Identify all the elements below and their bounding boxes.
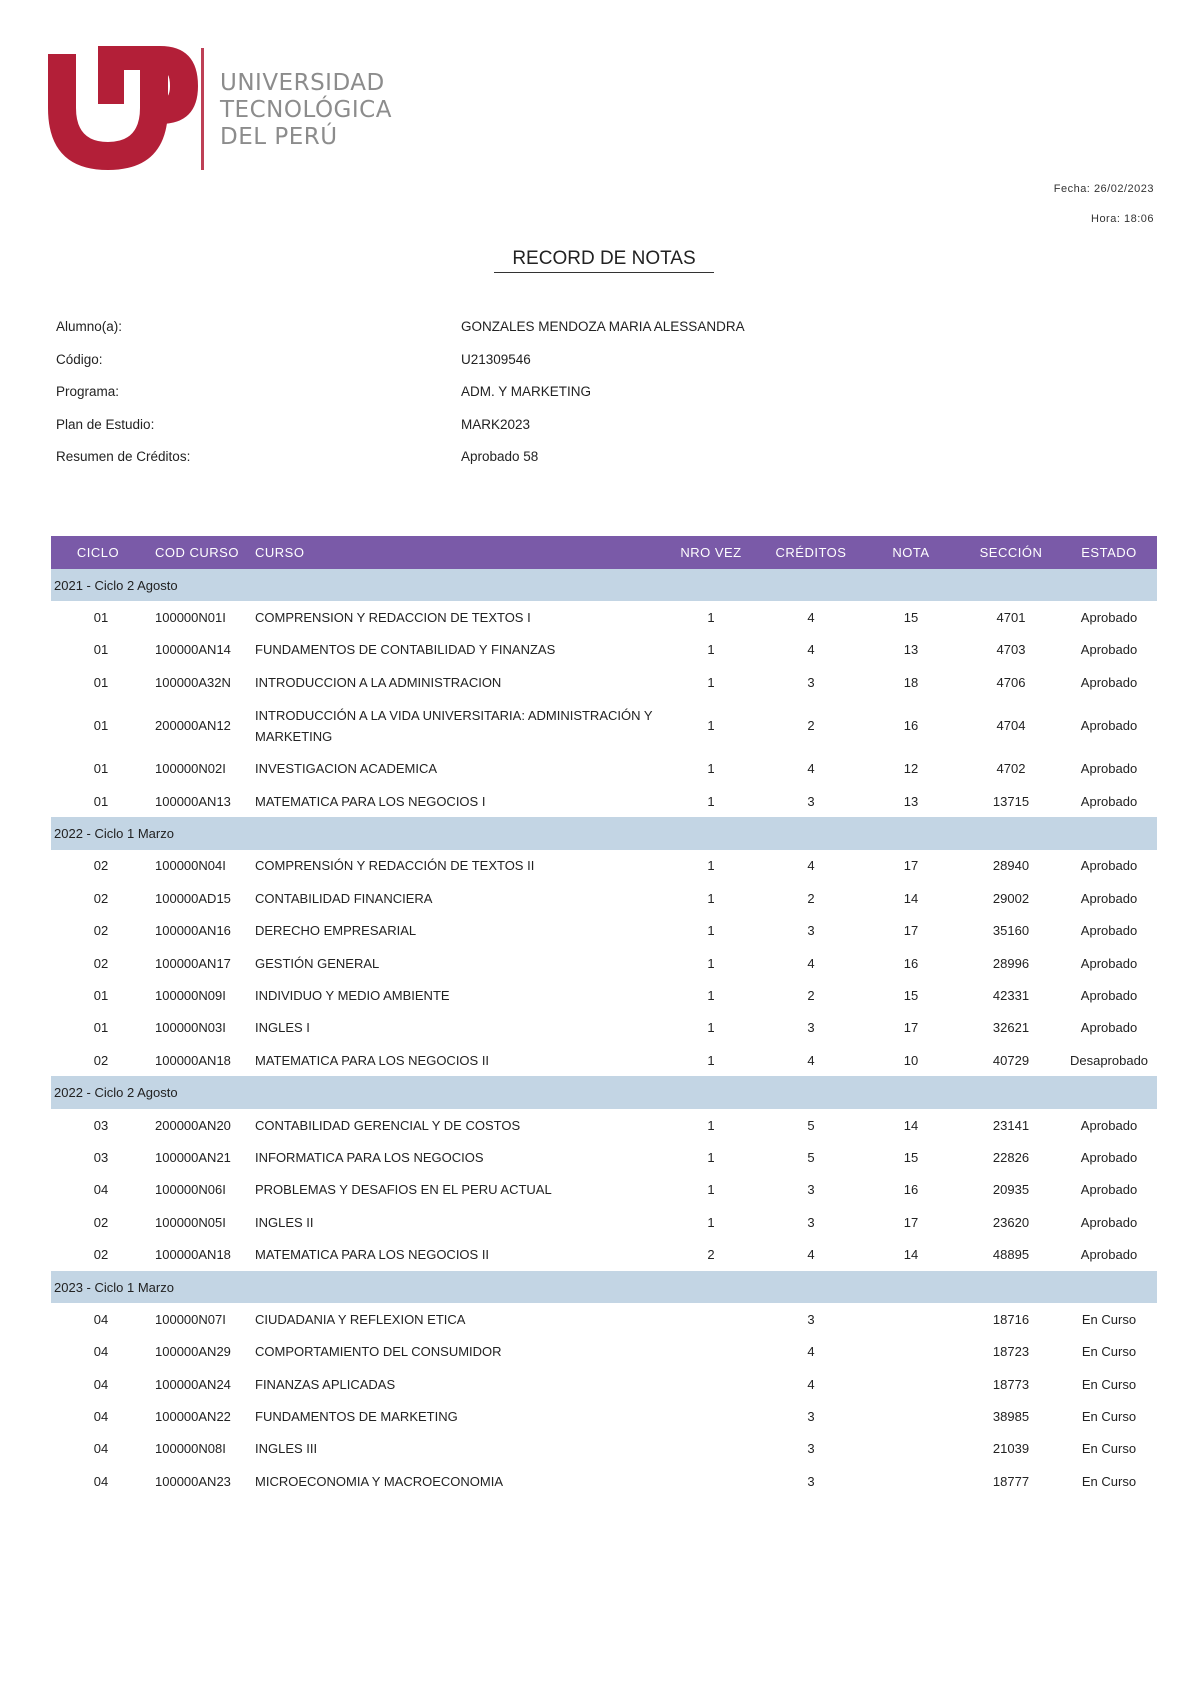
cell-estado: Aprobado <box>1080 610 1138 626</box>
info-label: Código: <box>56 351 103 367</box>
table-row <box>51 1465 1157 1497</box>
cell-seccion: 40729 <box>992 1052 1030 1068</box>
cell-vez <box>661 1465 761 1497</box>
info-value: U21309546 <box>461 351 531 367</box>
cell-seccion: 18773 <box>992 1376 1030 1392</box>
cell-ciclo: 02 <box>93 1214 109 1230</box>
cell-ciclo: 04 <box>93 1344 109 1360</box>
cell-ciclo: 02 <box>93 1052 109 1068</box>
cell-creditos: 3 <box>807 1214 815 1230</box>
info-label: Plan de Estudio: <box>56 416 155 432</box>
cell-vez: 1 <box>707 1214 715 1230</box>
cell-vez: 1 <box>707 610 715 626</box>
column-header: NOTA <box>861 536 961 569</box>
cell-cod: 100000A32N <box>155 674 231 690</box>
cell-vez: 1 <box>707 1117 715 1133</box>
cell-curso: INTRODUCCION A LA ADMINISTRACION <box>255 674 502 690</box>
group-row <box>51 817 1157 849</box>
table-body <box>51 569 1157 1498</box>
cell-seccion: 4702 <box>996 761 1026 777</box>
cell-nota: 18 <box>903 674 919 690</box>
cell-estado: Aprobado <box>1080 1020 1138 1036</box>
cell-cod: 200000AN12 <box>155 718 231 734</box>
table-row <box>51 666 1157 698</box>
cell-curso: INDIVIDUO Y MEDIO AMBIENTE <box>255 987 450 1003</box>
cell-cod: 100000AN13 <box>155 793 231 809</box>
cell-curso: INTRODUCCIÓN A LA VIDA UNIVERSITARIA: ADMINISTRACIÓN Y MARKETING <box>255 707 653 744</box>
logo-line-3: DEL PERÚ <box>220 124 338 150</box>
cell-curso: COMPRENSION Y REDACCION DE TEXTOS I <box>255 610 531 626</box>
cell-vez: 1 <box>707 923 715 939</box>
cell-cod: 100000N05I <box>155 1214 226 1230</box>
table-header-row <box>51 536 1157 569</box>
cell-ciclo: 03 <box>93 1117 109 1133</box>
cell-vez: 1 <box>707 718 715 734</box>
cell-ciclo: 04 <box>93 1409 109 1425</box>
cell-cod: 100000AN17 <box>155 955 231 971</box>
cell-curso: PROBLEMAS Y DESAFIOS EN EL PERU ACTUAL <box>255 1182 552 1198</box>
cell-estado: Aprobado <box>1080 858 1138 874</box>
cell-vez: 1 <box>707 674 715 690</box>
cell-nota: 13 <box>903 793 919 809</box>
cell-estado: En Curso <box>1081 1473 1137 1489</box>
table-row <box>51 1109 1157 1141</box>
table-row <box>51 601 1157 633</box>
table-row <box>51 785 1157 817</box>
cell-nota: 17 <box>903 858 919 874</box>
info-value: MARK2023 <box>461 416 531 432</box>
cell-ciclo: 04 <box>93 1311 109 1327</box>
cell-ciclo: 01 <box>93 674 109 690</box>
cell-seccion: 28996 <box>992 955 1030 971</box>
cell-creditos: 2 <box>807 718 815 734</box>
cell-cod: 100000N07I <box>155 1311 226 1327</box>
cell-curso: CIUDADANIA Y REFLEXION ETICA <box>255 1311 466 1327</box>
cell-cod: 100000N08I <box>155 1441 226 1457</box>
cell-estado: Aprobado <box>1080 1214 1138 1230</box>
group-label: 2022 - Ciclo 1 Marzo <box>51 817 1157 849</box>
cell-ciclo: 02 <box>93 955 109 971</box>
cell-creditos: 2 <box>807 890 815 906</box>
cell-creditos: 4 <box>807 642 815 658</box>
cell-vez: 1 <box>707 955 715 971</box>
cell-creditos: 3 <box>807 923 815 939</box>
cell-ciclo: 04 <box>93 1376 109 1392</box>
cell-vez <box>661 1433 761 1465</box>
cell-vez: 1 <box>707 1020 715 1036</box>
table-row <box>51 1336 1157 1368</box>
cell-creditos: 5 <box>807 1149 815 1165</box>
cell-nota: 15 <box>903 610 919 626</box>
cell-seccion: 29002 <box>992 890 1030 906</box>
hora-value: 18:06 <box>1123 213 1154 225</box>
cell-creditos: 4 <box>807 761 815 777</box>
cell-nota: 17 <box>903 1020 919 1036</box>
cell-curso: DERECHO EMPRESARIAL <box>255 923 417 939</box>
cell-ciclo: 01 <box>93 793 109 809</box>
cell-estado: En Curso <box>1081 1311 1137 1327</box>
cell-cod: 100000AN18 <box>155 1052 231 1068</box>
column-header: COD CURSO <box>151 536 251 569</box>
cell-ciclo: 01 <box>93 610 109 626</box>
table-row <box>51 753 1157 785</box>
hora-line <box>1091 213 1154 225</box>
cell-ciclo: 01 <box>93 761 109 777</box>
cell-seccion: 42331 <box>992 987 1030 1003</box>
cell-ciclo: 01 <box>93 642 109 658</box>
cell-seccion: 18723 <box>992 1344 1030 1360</box>
cell-estado: En Curso <box>1081 1344 1137 1360</box>
cell-nota: 17 <box>903 923 919 939</box>
table-row <box>51 979 1157 1011</box>
table-row <box>51 699 1157 753</box>
cell-nota: 14 <box>903 890 919 906</box>
cell-curso: CONTABILIDAD GERENCIAL Y DE COSTOS <box>255 1117 521 1133</box>
table-row <box>51 1303 1157 1335</box>
cell-creditos: 4 <box>807 1052 815 1068</box>
group-label: 2023 - Ciclo 1 Marzo <box>51 1271 1157 1303</box>
cell-curso: INGLES I <box>255 1020 310 1036</box>
cell-vez: 1 <box>707 793 715 809</box>
cell-cod: 100000AN24 <box>155 1376 231 1392</box>
cell-vez: 2 <box>707 1247 715 1263</box>
cell-creditos: 3 <box>807 1020 815 1036</box>
cell-curso: COMPRENSIÓN Y REDACCIÓN DE TEXTOS II <box>255 858 535 874</box>
table-row <box>51 1238 1157 1270</box>
cell-ciclo: 01 <box>93 1020 109 1036</box>
cell-estado: Aprobado <box>1080 1149 1138 1165</box>
group-label: 2022 - Ciclo 2 Agosto <box>51 1076 1157 1108</box>
cell-cod: 100000N03I <box>155 1020 226 1036</box>
cell-seccion: 23141 <box>992 1117 1030 1133</box>
table-row <box>51 1174 1157 1206</box>
cell-estado: Aprobado <box>1080 890 1138 906</box>
cell-creditos: 4 <box>807 610 815 626</box>
info-label: Programa: <box>56 384 120 399</box>
hora-label: Hora: <box>1091 213 1121 225</box>
cell-seccion: 32621 <box>992 1020 1030 1036</box>
group-row <box>51 1076 1157 1108</box>
cell-cod: 100000N06I <box>155 1182 226 1198</box>
cell-nota: 15 <box>903 987 919 1003</box>
cell-cod: 100000N02I <box>155 761 226 777</box>
cell-seccion: 4701 <box>996 610 1026 626</box>
fecha-value: 26/02/2023 <box>1093 183 1154 195</box>
group-row <box>51 569 1157 601</box>
cell-vez <box>661 1303 761 1335</box>
cell-ciclo: 02 <box>93 858 109 874</box>
cell-creditos: 4 <box>807 1344 815 1360</box>
cell-curso: GESTIÓN GENERAL <box>255 955 380 971</box>
cell-seccion: 22826 <box>992 1149 1030 1165</box>
cell-estado: Aprobado <box>1080 923 1138 939</box>
table-row <box>51 1206 1157 1238</box>
fecha-label: Fecha: <box>1053 183 1091 195</box>
fecha-line <box>1054 183 1154 195</box>
cell-seccion: 23620 <box>992 1214 1030 1230</box>
cell-vez: 1 <box>707 642 715 658</box>
cell-curso: CONTABILIDAD FINANCIERA <box>255 890 433 906</box>
cell-estado: En Curso <box>1081 1441 1137 1457</box>
table-row <box>51 947 1157 979</box>
cell-curso: MATEMATICA PARA LOS NEGOCIOS II <box>255 1247 490 1263</box>
cell-creditos: 2 <box>807 987 815 1003</box>
table-row <box>51 1368 1157 1400</box>
cell-cod: 100000N09I <box>155 987 226 1003</box>
logo-divider <box>201 48 204 170</box>
cell-estado: Aprobado <box>1080 761 1138 777</box>
cell-nota: 16 <box>903 718 919 734</box>
cell-vez: 1 <box>707 890 715 906</box>
cell-curso: COMPORTAMIENTO DEL CONSUMIDOR <box>255 1344 502 1360</box>
column-header: CICLO <box>51 536 151 569</box>
cell-creditos: 4 <box>807 858 815 874</box>
title-wrap <box>0 248 1200 273</box>
cell-creditos: 3 <box>807 1473 815 1489</box>
cell-vez <box>661 1368 761 1400</box>
cell-estado: Aprobado <box>1080 1247 1138 1263</box>
cell-vez: 1 <box>707 858 715 874</box>
table-row <box>51 634 1157 666</box>
cell-ciclo: 02 <box>93 1247 109 1263</box>
cell-estado: En Curso <box>1081 1409 1137 1425</box>
cell-ciclo: 04 <box>93 1473 109 1489</box>
cell-curso: INVESTIGACION ACADEMICA <box>255 761 438 777</box>
cell-nota: 14 <box>903 1117 919 1133</box>
cell-vez: 1 <box>707 1149 715 1165</box>
cell-creditos: 3 <box>807 674 815 690</box>
info-label: Alumno(a): <box>56 319 123 334</box>
cell-seccion: 4703 <box>996 642 1026 658</box>
grades-table <box>51 536 1157 1498</box>
cell-curso: INGLES II <box>255 1214 314 1230</box>
cell-nota: 15 <box>903 1149 919 1165</box>
cell-cod: 100000AN14 <box>155 642 231 658</box>
cell-estado: Desaprobado <box>1069 1052 1149 1068</box>
cell-vez <box>661 1400 761 1432</box>
cell-seccion: 20935 <box>992 1182 1030 1198</box>
cell-curso: FUNDAMENTOS DE CONTABILIDAD Y FINANZAS <box>255 642 556 658</box>
cell-seccion: 18716 <box>992 1311 1030 1327</box>
cell-creditos: 4 <box>807 955 815 971</box>
info-value: ADM. Y MARKETING <box>461 384 592 399</box>
cell-seccion: 38985 <box>992 1409 1030 1425</box>
cell-nota <box>861 1336 961 1368</box>
page-title: RECORD DE NOTAS <box>494 248 713 273</box>
table-row <box>51 1141 1157 1173</box>
cell-nota: 17 <box>903 1214 919 1230</box>
cell-vez: 1 <box>707 1052 715 1068</box>
cell-ciclo: 04 <box>93 1441 109 1457</box>
cell-nota <box>861 1400 961 1432</box>
cell-vez: 1 <box>707 987 715 1003</box>
cell-seccion: 4706 <box>996 674 1026 690</box>
column-header: SECCIÓN <box>961 536 1061 569</box>
cell-estado: Aprobado <box>1080 642 1138 658</box>
column-header: CURSO <box>251 536 661 569</box>
cell-nota: 16 <box>903 955 919 971</box>
cell-estado: Aprobado <box>1080 1182 1138 1198</box>
cell-creditos: 3 <box>807 1441 815 1457</box>
cell-seccion: 28940 <box>992 858 1030 874</box>
cell-estado: Aprobado <box>1080 718 1138 734</box>
cell-nota <box>861 1433 961 1465</box>
cell-nota: 13 <box>903 642 919 658</box>
column-header: ESTADO <box>1061 536 1157 569</box>
cell-estado: Aprobado <box>1080 793 1138 809</box>
table-row <box>51 915 1157 947</box>
cell-estado: Aprobado <box>1080 1117 1138 1133</box>
cell-seccion: 13715 <box>992 793 1030 809</box>
cell-creditos: 4 <box>807 1247 815 1263</box>
cell-ciclo: 01 <box>93 718 109 734</box>
cell-cod: 100000AN23 <box>155 1473 231 1489</box>
cell-seccion: 35160 <box>992 923 1030 939</box>
cell-nota: 10 <box>903 1052 919 1068</box>
cell-creditos: 3 <box>807 1311 815 1327</box>
logo-line-1: UNIVERSIDAD <box>220 70 385 96</box>
cell-cod: 100000N01I <box>155 610 226 626</box>
cell-seccion: 4704 <box>996 718 1026 734</box>
cell-curso: FINANZAS APLICADAS <box>255 1376 396 1392</box>
cell-cod: 100000AD15 <box>155 890 231 906</box>
cell-ciclo: 04 <box>93 1182 109 1198</box>
table-row <box>51 882 1157 914</box>
cell-cod: 100000AN22 <box>155 1409 231 1425</box>
cell-nota: 12 <box>903 761 919 777</box>
table-row <box>51 1433 1157 1465</box>
table-row <box>51 1012 1157 1044</box>
cell-ciclo: 03 <box>93 1149 109 1165</box>
cell-curso: FUNDAMENTOS DE MARKETING <box>255 1409 458 1425</box>
cell-curso: MATEMATICA PARA LOS NEGOCIOS II <box>255 1052 490 1068</box>
cell-nota <box>861 1465 961 1497</box>
cell-ciclo: 01 <box>93 987 109 1003</box>
cell-creditos: 3 <box>807 1409 815 1425</box>
table-row <box>51 1400 1157 1432</box>
cell-creditos: 3 <box>807 1182 815 1198</box>
cell-creditos: 3 <box>807 793 815 809</box>
cell-curso: INFORMATICA PARA LOS NEGOCIOS <box>255 1149 484 1165</box>
cell-nota <box>861 1368 961 1400</box>
info-value: Aprobado 58 <box>461 449 539 464</box>
column-header: NRO VEZ <box>661 536 761 569</box>
cell-seccion: 18777 <box>992 1473 1030 1489</box>
logo-line-2: TECNOLÓGICA <box>220 97 392 123</box>
cell-estado: Aprobado <box>1080 674 1138 690</box>
cell-cod: 100000N04I <box>155 858 226 874</box>
cell-estado: Aprobado <box>1080 955 1138 971</box>
cell-curso: INGLES III <box>255 1441 318 1457</box>
cell-ciclo: 02 <box>93 890 109 906</box>
cell-nota: 14 <box>903 1247 919 1263</box>
cell-creditos: 5 <box>807 1117 815 1133</box>
table-row <box>51 850 1157 882</box>
table-row <box>51 1044 1157 1076</box>
cell-cod: 200000AN20 <box>155 1117 231 1133</box>
cell-creditos: 4 <box>807 1376 815 1392</box>
cell-cod: 100000AN21 <box>155 1149 231 1165</box>
cell-seccion: 21039 <box>992 1441 1030 1457</box>
cell-cod: 100000AN18 <box>155 1247 231 1263</box>
cell-curso: MICROECONOMIA Y MACROECONOMIA <box>255 1473 503 1489</box>
cell-ciclo: 02 <box>93 923 109 939</box>
cell-curso: MATEMATICA PARA LOS NEGOCIOS I <box>255 793 486 809</box>
logo-wordmark <box>220 70 392 151</box>
cell-nota <box>861 1303 961 1335</box>
cell-estado: Aprobado <box>1080 987 1138 1003</box>
cell-seccion: 48895 <box>992 1247 1030 1263</box>
cell-vez: 1 <box>707 761 715 777</box>
cell-estado: En Curso <box>1081 1376 1137 1392</box>
cell-cod: 100000AN16 <box>155 923 231 939</box>
column-header: CRÉDITOS <box>761 536 861 569</box>
info-label: Resumen de Créditos: <box>56 449 191 464</box>
cell-nota: 16 <box>903 1182 919 1198</box>
info-value: GONZALES MENDOZA MARIA ALESSANDRA <box>461 319 745 334</box>
group-label: 2021 - Ciclo 2 Agosto <box>51 569 1157 601</box>
cell-vez: 1 <box>707 1182 715 1198</box>
cell-vez <box>661 1336 761 1368</box>
group-row <box>51 1271 1157 1303</box>
cell-cod: 100000AN29 <box>155 1344 231 1360</box>
